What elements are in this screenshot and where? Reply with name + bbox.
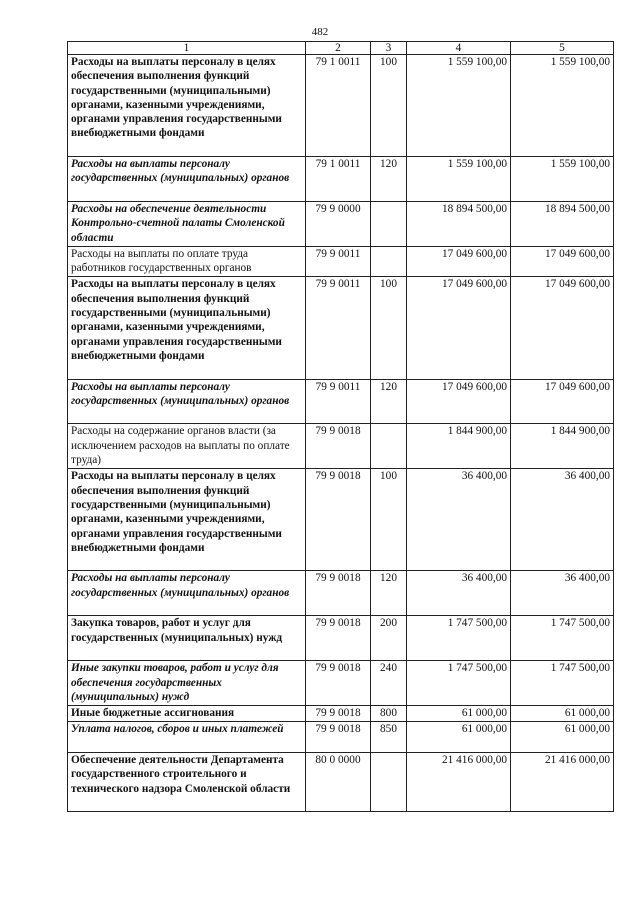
row-amount-2-cell: 36 400,00 (511, 469, 614, 571)
table-row (68, 571, 614, 616)
row-amount-2-cell: 61 000,00 (511, 722, 614, 753)
row-code-cell: 79 1 0011 (306, 55, 371, 157)
table-row (68, 55, 614, 157)
row-code-cell: 79 9 0018 (306, 661, 371, 706)
table-row (68, 424, 614, 469)
row-amount-1-cell: 1 747 500,00 (407, 616, 511, 661)
row-expense-type-cell: 240 (371, 661, 407, 706)
row-amount-1-cell: 17 049 600,00 (407, 277, 511, 379)
row-expense-type-cell: 120 (371, 379, 407, 424)
row-amount-2-cell: 18 894 500,00 (511, 201, 614, 246)
table-row (68, 661, 614, 706)
row-expense-type-cell: 800 (371, 706, 407, 722)
row-amount-1-cell: 17 049 600,00 (407, 379, 511, 424)
row-name-cell: Расходы на выплаты персоналу в целях обеспечения выполнения функций государственными (муниципальными) органами, казенными учреждениями, органами управления государственными внебюджетными фондами (68, 55, 306, 157)
row-name-cell: Расходы на выплаты персоналу государственных (муниципальных) органов (68, 157, 306, 202)
table-row (68, 753, 614, 812)
row-amount-1-cell: 1 559 100,00 (407, 55, 511, 157)
row-code-cell: 79 9 0018 (306, 469, 371, 571)
row-expense-type-cell: 100 (371, 469, 407, 571)
table-row (68, 157, 614, 202)
row-amount-1-cell: 36 400,00 (407, 571, 511, 616)
row-name-cell: Закупка товаров, работ и услуг для государственных (муниципальных) нужд (68, 616, 306, 661)
row-code-cell: 79 9 0011 (306, 246, 371, 277)
row-name-cell: Уплата налогов, сборов и иных платежей (68, 722, 306, 753)
row-amount-2-cell: 1 559 100,00 (511, 157, 614, 202)
row-amount-2-cell: 17 049 600,00 (511, 246, 614, 277)
row-name-cell: Расходы на выплаты персоналу государственных (муниципальных) органов (68, 571, 306, 616)
row-expense-type-cell (371, 201, 407, 246)
table-row (68, 616, 614, 661)
page-number: 482 (311, 26, 329, 38)
row-name-cell: Расходы на выплаты персоналу в целях обеспечения выполнения функций государственными (муниципальными) органами, казенными учреждениями, органами управления государственными внебюджетными фондами (68, 469, 306, 571)
row-amount-2-cell: 17 049 600,00 (511, 277, 614, 379)
table-row (68, 201, 614, 246)
row-expense-type-cell: 100 (371, 55, 407, 157)
row-amount-2-cell: 21 416 000,00 (511, 753, 614, 812)
row-code-cell: 80 0 0000 (306, 753, 371, 812)
row-expense-type-cell (371, 424, 407, 469)
table-row (68, 722, 614, 753)
row-amount-1-cell: 1 844 900,00 (407, 424, 511, 469)
row-name-cell: Расходы на выплаты по оплате труда работников государственных органов (68, 246, 306, 277)
row-name-cell: Расходы на выплаты персоналу государственных (муниципальных) органов (68, 379, 306, 424)
row-amount-1-cell: 18 894 500,00 (407, 201, 511, 246)
row-amount-2-cell: 36 400,00 (511, 571, 614, 616)
row-amount-1-cell: 36 400,00 (407, 469, 511, 571)
row-amount-2-cell: 61 000,00 (511, 706, 614, 722)
row-code-cell: 79 9 0000 (306, 201, 371, 246)
row-amount-1-cell: 17 049 600,00 (407, 246, 511, 277)
header-row (68, 42, 614, 55)
row-expense-type-cell: 200 (371, 616, 407, 661)
row-amount-1-cell: 61 000,00 (407, 722, 511, 753)
header-cell-2: 2 (306, 42, 371, 55)
row-name-cell: Иные бюджетные ассигнования (68, 706, 306, 722)
row-code-cell: 79 1 0011 (306, 157, 371, 202)
table-row (68, 706, 614, 722)
table-row (68, 277, 614, 379)
row-expense-type-cell: 120 (371, 157, 407, 202)
row-expense-type-cell (371, 246, 407, 277)
table-row (68, 379, 614, 424)
row-expense-type-cell: 100 (371, 277, 407, 379)
row-amount-2-cell: 17 049 600,00 (511, 379, 614, 424)
row-amount-2-cell: 1 559 100,00 (511, 55, 614, 157)
row-name-cell: Расходы на выплаты персоналу в целях обеспечения выполнения функций государственными (муниципальными) органами, казенными учреждениями, органами управления государственными внебюджетными фондами (68, 277, 306, 379)
row-code-cell: 79 9 0011 (306, 379, 371, 424)
row-name-cell: Расходы на содержание органов власти (за исключением расходов на выплаты по оплате труда) (68, 424, 306, 469)
row-code-cell: 79 9 0018 (306, 616, 371, 661)
row-code-cell: 79 9 0011 (306, 277, 371, 379)
header-cell-1: 1 (68, 42, 306, 55)
row-name-cell: Обеспечение деятельности Департамента государственного строительного и технического надзора Смоленской области (68, 753, 306, 812)
row-amount-2-cell: 1 844 900,00 (511, 424, 614, 469)
header-cell-4: 4 (407, 42, 511, 55)
row-expense-type-cell (371, 753, 407, 812)
row-name-cell: Расходы на обеспечение деятельности Контрольно-счетной палаты Смоленской области (68, 201, 306, 246)
row-amount-1-cell: 21 416 000,00 (407, 753, 511, 812)
table-row (68, 246, 614, 277)
row-expense-type-cell: 850 (371, 722, 407, 753)
row-code-cell: 79 9 0018 (306, 706, 371, 722)
row-name-cell: Иные закупки товаров, работ и услуг для обеспечения государственных (муниципальных) нужд (68, 661, 306, 706)
header-cell-3: 3 (371, 42, 407, 55)
row-amount-2-cell: 1 747 500,00 (511, 661, 614, 706)
row-code-cell: 79 9 0018 (306, 571, 371, 616)
table-row (68, 469, 614, 571)
header-cell-5: 5 (511, 42, 614, 55)
row-amount-1-cell: 1 559 100,00 (407, 157, 511, 202)
row-amount-2-cell: 1 747 500,00 (511, 616, 614, 661)
row-amount-1-cell: 61 000,00 (407, 706, 511, 722)
budget-table (67, 41, 614, 812)
row-amount-1-cell: 1 747 500,00 (407, 661, 511, 706)
row-code-cell: 79 9 0018 (306, 424, 371, 469)
row-code-cell: 79 9 0018 (306, 722, 371, 753)
row-expense-type-cell: 120 (371, 571, 407, 616)
table-body (68, 55, 614, 812)
